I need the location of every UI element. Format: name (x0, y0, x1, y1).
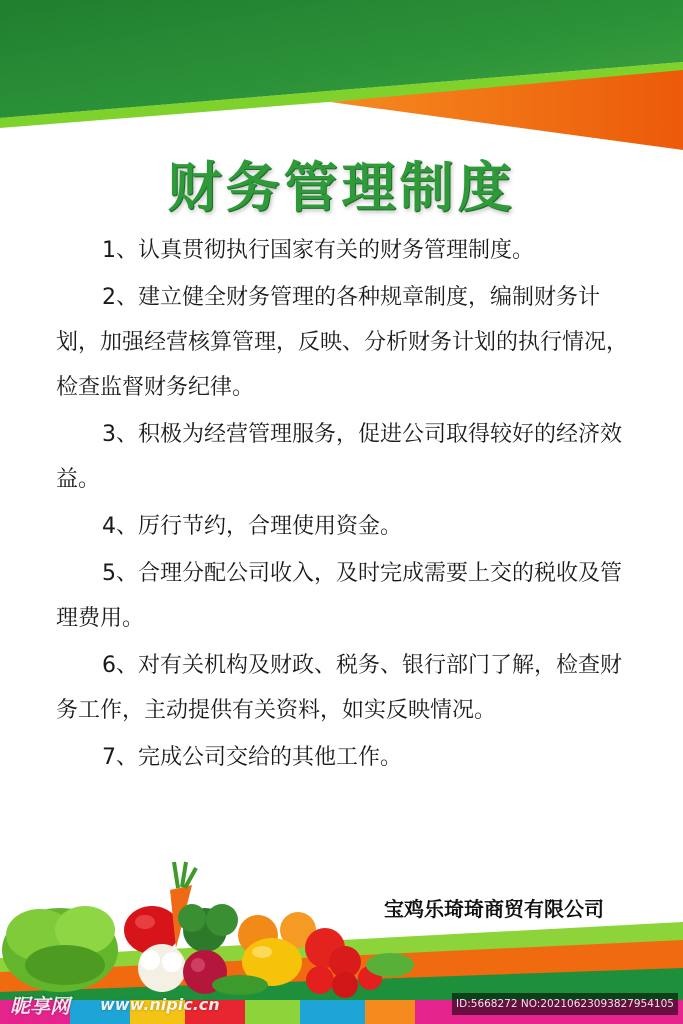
cauliflower-icon (138, 944, 186, 992)
rule-item-3: 3、积极为经营管理服务，促进公司取得较好的经济效益。 (56, 422, 622, 492)
company-name: 宝鸡乐琦琦商贸有限公司 (384, 897, 604, 921)
watermark-logo: 昵享网 (10, 994, 70, 1018)
rule-item-4: 4、厉行节约，合理使用资金。 (102, 514, 402, 539)
broccoli-icon (178, 904, 238, 952)
rule-item-5: 5、合理分配公司收入，及时完成需要上交的税收及管理费用。 (56, 561, 622, 631)
lettuce-icon (2, 906, 118, 992)
rule-item-2: 2、建立健全财务管理的各种规章制度，编制财务计划，加强经营核算管理，反映、分析财务计划的执行情况，检查监督财务纪律。 (56, 285, 629, 400)
rule-item-7: 7、完成公司交给的其他工作。 (102, 745, 402, 770)
page-title: 财务管理制度 (167, 156, 516, 219)
rule-item-6: 6、对有关机构及财政、税务、银行部门了解，检查财务工作，主动提供有关资料，如实反映情况。 (56, 653, 622, 723)
watermark-id: ID:5668272 NO:20210623093827954105 (452, 993, 678, 1015)
watermark-url: www.nipic.cn (100, 995, 220, 1014)
rule-item-1: 1、认真贯彻执行国家有关的财务管理制度。 (102, 238, 534, 263)
